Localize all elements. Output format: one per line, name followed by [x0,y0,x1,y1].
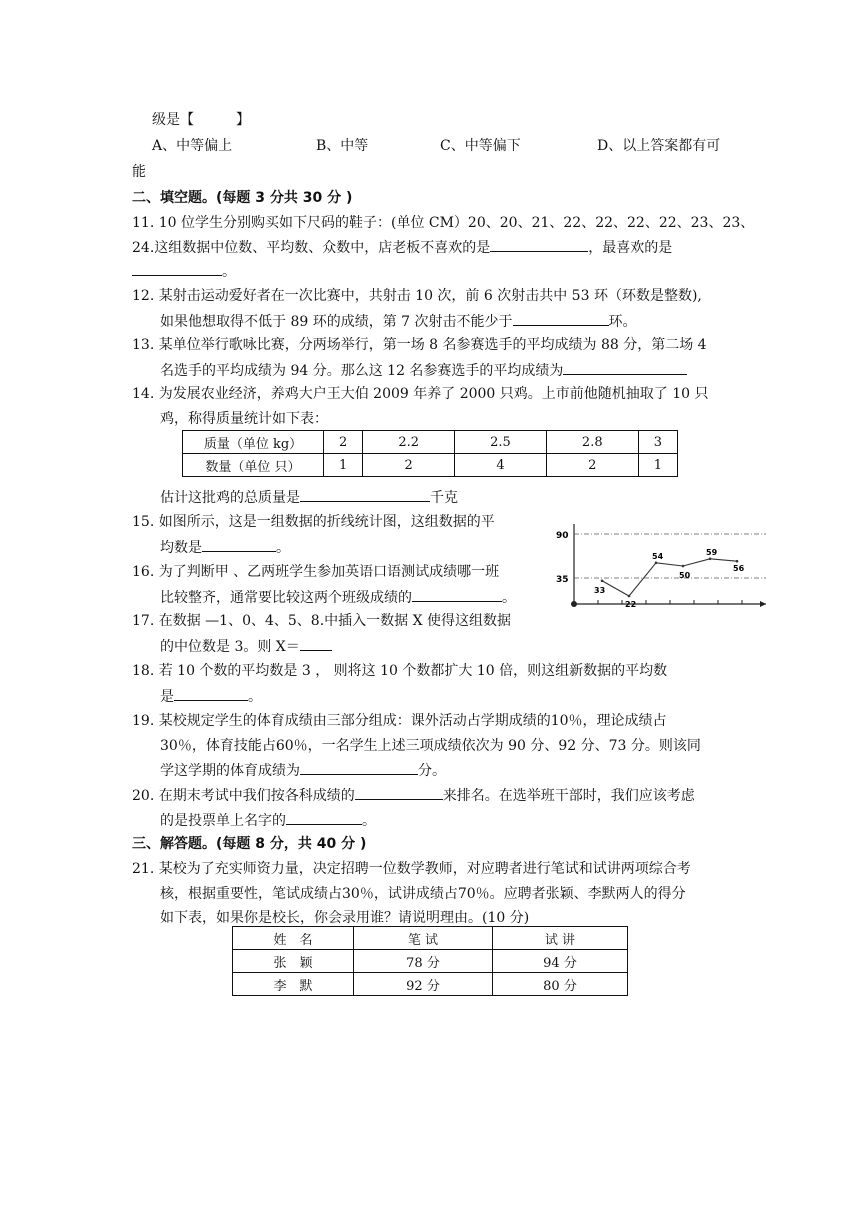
table-cell: 2.5 [455,431,547,454]
data-point [601,579,604,582]
q17-blank [300,636,332,651]
table-row [233,950,628,973]
q11-line1: 11. 10 位学生分别购买如下尺码的鞋子：(单位 CM）20、20、21、22、22、22、22、23、23、 [132,215,755,231]
q13-line1: 13. 某单位举行歌咏比赛，分两场举行，第一场 8 名参赛选手的平均成绩为 88 分，第二场 4 [132,337,707,353]
q10-option-d: D、以上答案都有可 [597,138,721,154]
q14-line2: 鸡，称得质量统计如下表： [160,411,328,427]
table-cell: 2 [363,454,455,477]
x-axis-arrow [760,601,766,607]
q18-line2: 是 。 [160,686,262,707]
q21-line3: 如下表，如果你是校长，你会录用谁？请说明理由。(10 分) [160,910,530,926]
q21-table [232,926,628,996]
q19-line3: 学这学期的体育成绩为 分。 [160,760,446,781]
q12-line2: 如果他想取得不低于 89 环的成绩，第 7 次射击不能少于 环。 [160,311,637,332]
data-point [736,560,739,563]
data-label: 59 [706,547,718,557]
q10-option-c: C、中等偏下 [440,138,521,154]
y-tick-label: 35 [556,575,569,585]
table-cell: 92 分 [354,973,493,996]
table-cell: 80 分 [493,973,628,996]
q11-blank-2 [132,261,222,276]
data-point [628,595,631,598]
q13-line2: 名选手的平均成绩为 94 分。那么这 12 名参赛选手的平均成绩为 [160,360,687,381]
q15-line-chart [552,518,770,612]
q18-line1: 18. 若 10 个数的平均数是 3 ， 则将这 10 个数都扩大 10 倍，则这组新数据的平均数 [132,663,668,679]
q16-blank [412,587,502,602]
q20-blank-1 [355,785,443,800]
q21-line1: 21. 某校为了充实师资力量，决定招聘一位数学教师，对应聘者进行笔试和试讲两项综合考 [132,861,691,877]
q12-blank [513,311,609,326]
q11-blank-1 [490,237,588,252]
q15-blank [202,537,276,552]
q20-line1: 20. 在期末考试中我们按各科成绩的 来排名。在选举班干部时，我们应该考虑 [132,785,695,806]
q12-line1: 12. 某射击运动爱好者在一次比赛中，共射击 10 次，前 6 次射击共中 53 环（环数是整数), [132,288,702,304]
table-cell: 1 [324,454,363,477]
table-cell: 1 [638,454,677,477]
q13-blank [563,360,687,375]
table-row [183,454,678,477]
q10-line: 级是【 】 [152,112,250,128]
q19-line1: 19. 某校规定学生的体育成绩由三部分组成：课外活动占学期成绩的10％，理论成绩占 [132,713,667,729]
data-label: 54 [652,551,664,561]
q10-option-a: A、中等偏上 [152,138,233,154]
table-cell: 2.8 [546,431,638,454]
table-row [233,927,628,950]
table-cell: 张 颖 [233,950,354,973]
table-header: 试 讲 [493,927,628,950]
q14-table [182,430,678,477]
table-cell: 2.2 [363,431,455,454]
data-point [709,558,712,561]
data-point [655,562,658,565]
q15-line2: 均数是 。 [160,537,290,558]
q11-line2: 24.这组数据中位数、平均数、众数中，店老板不喜欢的是 ，最喜欢的是 [132,237,672,258]
data-label: 33 [594,585,606,595]
table-cell: 3 [638,431,677,454]
table-cell: 2 [324,431,363,454]
q19-blank [300,760,418,775]
q14-line3: 估计这批鸡的总质量是 千克 [160,487,458,508]
q15-line1: 15. 如图所示，这是一组数据的折线统计图，这组数据的平 [132,514,495,530]
q19-line2: 30％，体育技能占60％，一名学生上述三项成绩依次为 90 分、92 分、73 分。则该同 [160,738,701,754]
section-3-title: 三、解答题。(每题 8 分，共 40 分 ) [132,836,367,852]
table-cell: 2 [546,454,638,477]
section-2-title: 二、填空题。(每题 3 分共 30 分 ) [132,190,353,206]
q17-line2: 的中位数是 3。则 X＝ [160,636,332,657]
data-label: 22 [625,600,637,609]
q21-line2: 核，根据重要性，笔试成绩占30％，试讲成绩占70％。应聘者张颖、李默两人的得分 [160,886,686,902]
q10-option-d-wrap: 能 [132,164,146,180]
data-label: 56 [733,564,745,574]
table-cell: 78 分 [354,950,493,973]
data-point [682,565,685,568]
origin-dot [571,601,577,607]
data-label: 50 [679,571,691,580]
table-row [183,431,678,454]
q10-option-b: B、中等 [316,138,369,154]
q20-line2: 的是投票单上名字的 。 [160,810,376,831]
table-row [233,973,628,996]
q14-blank [300,487,430,502]
q18-blank [174,686,248,701]
y-tick-label: 90 [556,531,569,541]
q20-blank-2 [286,810,362,825]
table-header: 笔 试 [354,927,493,950]
q11-line3: 。 [132,261,236,282]
q16-line2: 比较整齐，通常要比较这两个班级成绩的 。 [160,587,516,608]
q16-line1: 16. 为了判断甲 、乙两班学生参加英语口语测试成绩哪一班 [132,564,500,580]
q17-line1: 17. 在数据 —1、0、4、5、8.中插入一数据 X 使得这组数据 [132,613,512,629]
table-cell: 李 默 [233,973,354,996]
table-cell: 质量（单位 kg） [183,431,324,454]
table-cell: 数量（单位 只） [183,454,324,477]
table-header: 姓 名 [233,927,354,950]
table-cell: 94 分 [493,950,628,973]
table-cell: 4 [455,454,547,477]
series-line [602,559,737,596]
q14-line1: 14. 为发展农业经济，养鸡大户王大伯 2009 年养了 2000 只鸡。上市前他随机抽取了 10 只 [132,386,709,402]
